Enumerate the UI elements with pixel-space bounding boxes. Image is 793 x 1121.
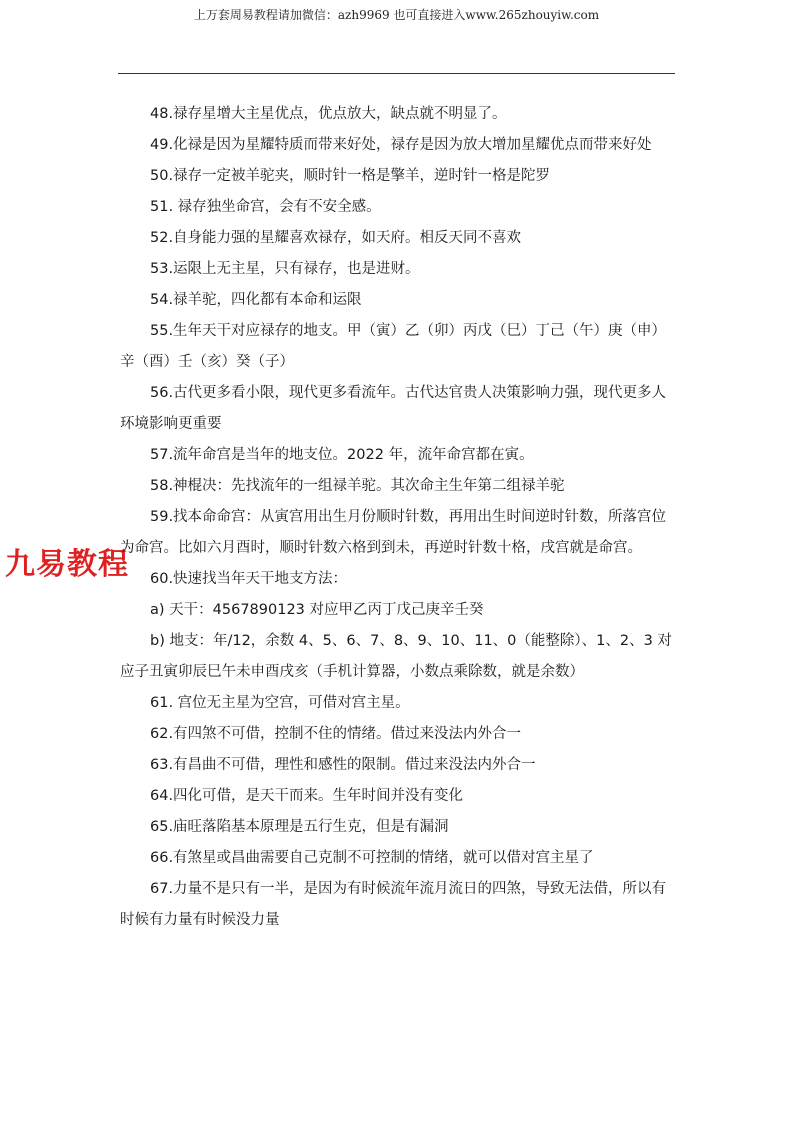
paragraph-61: 61. 宫位无主星为空宫，可借对宫主星。: [150, 695, 410, 711]
paragraph-66: 66.有煞星或昌曲需要自己克制不可控制的情绪，就可以借对宫主星了: [150, 850, 594, 866]
header-divider: [118, 73, 675, 74]
paragraph-60a: a) 天干：4567890123 对应甲乙丙丁戊己庚辛壬癸: [150, 602, 484, 618]
paragraph-63: 63.有昌曲不可借，理性和感性的限制。借过来没法内外合一: [150, 757, 536, 773]
paragraph-65: 65.庙旺落陷基本原理是五行生克，但是有漏洞: [150, 819, 449, 835]
paragraph-56: 56.古代更多看小限，现代更多看流年。古代达官贵人决策影响力强，现代更多人环境影响更重要: [120, 385, 667, 432]
watermark-logo: 九易教程: [5, 547, 129, 582]
paragraph-52: 52.自身能力强的星耀喜欢禄存，如天府。相反天同不喜欢: [150, 230, 522, 246]
document-body: [120, 99, 673, 936]
paragraph-57: 57.流年命宫是当年的地支位。2022 年，流年命宫都在寅。: [150, 447, 534, 463]
paragraph-49: 49.化禄是因为星耀特质而带来好处，禄存是因为放大增加星耀优点而带来好处: [150, 137, 652, 153]
paragraph-51: 51. 禄存独坐命宫，会有不安全感。: [150, 199, 381, 215]
paragraph-64: 64.四化可借，是天干而来。生年时间并没有变化: [150, 788, 464, 804]
paragraph-60: 60.快速找当年天干地支方法：: [150, 571, 348, 587]
paragraph-59: 59.找本命命宫：从寅宫用出生月份顺时针数，再用出生时间逆时针数，所落宫位为命宫。比如六月酉时，顺时针数六格到到未，再逆时针数十格，戌宫就是命宫。: [120, 509, 667, 556]
paragraph-55: 55.生年天干对应禄存的地支。甲（寅）乙（卯）丙戊（巳）丁己（午）庚（申）辛（酉）壬（亥）癸（子）: [120, 323, 667, 370]
paragraph-50: 50.禄存一定被羊驼夹，顺时针一格是擎羊，逆时针一格是陀罗: [150, 168, 551, 184]
paragraph-53: 53.运限上无主星，只有禄存，也是进财。: [150, 261, 420, 277]
paragraph-62: 62.有四煞不可借，控制不住的情绪。借过来没法内外合一: [150, 726, 522, 742]
paragraph-54: 54.禄羊驼，四化都有本命和运限: [150, 292, 362, 308]
paragraph-48: 48.禄存星增大主星优点，优点放大，缺点就不明显了。: [150, 106, 507, 122]
paragraph-60b: b) 地支：年/12，余数 4、5、6、7、8、9、10、11、0（能整除）、1、2、3 对应子丑寅卯辰巳午未申酉戌亥（手机计算器，小数点乘除数，就是余数）: [120, 633, 672, 680]
page-header: 上万套周易教程请加微信：azh9969 也可直接进入www.265zhouyiw.com: [193, 8, 600, 22]
paragraph-67: 67.力量不是只有一半，是因为有时候流年流月流日的四煞，导致无法借，所以有时候有力量有时候没力量: [120, 881, 667, 928]
paragraph-58: 58.神棍决：先找流年的一组禄羊驼。其次命主生年第二组禄羊驼: [150, 478, 565, 494]
